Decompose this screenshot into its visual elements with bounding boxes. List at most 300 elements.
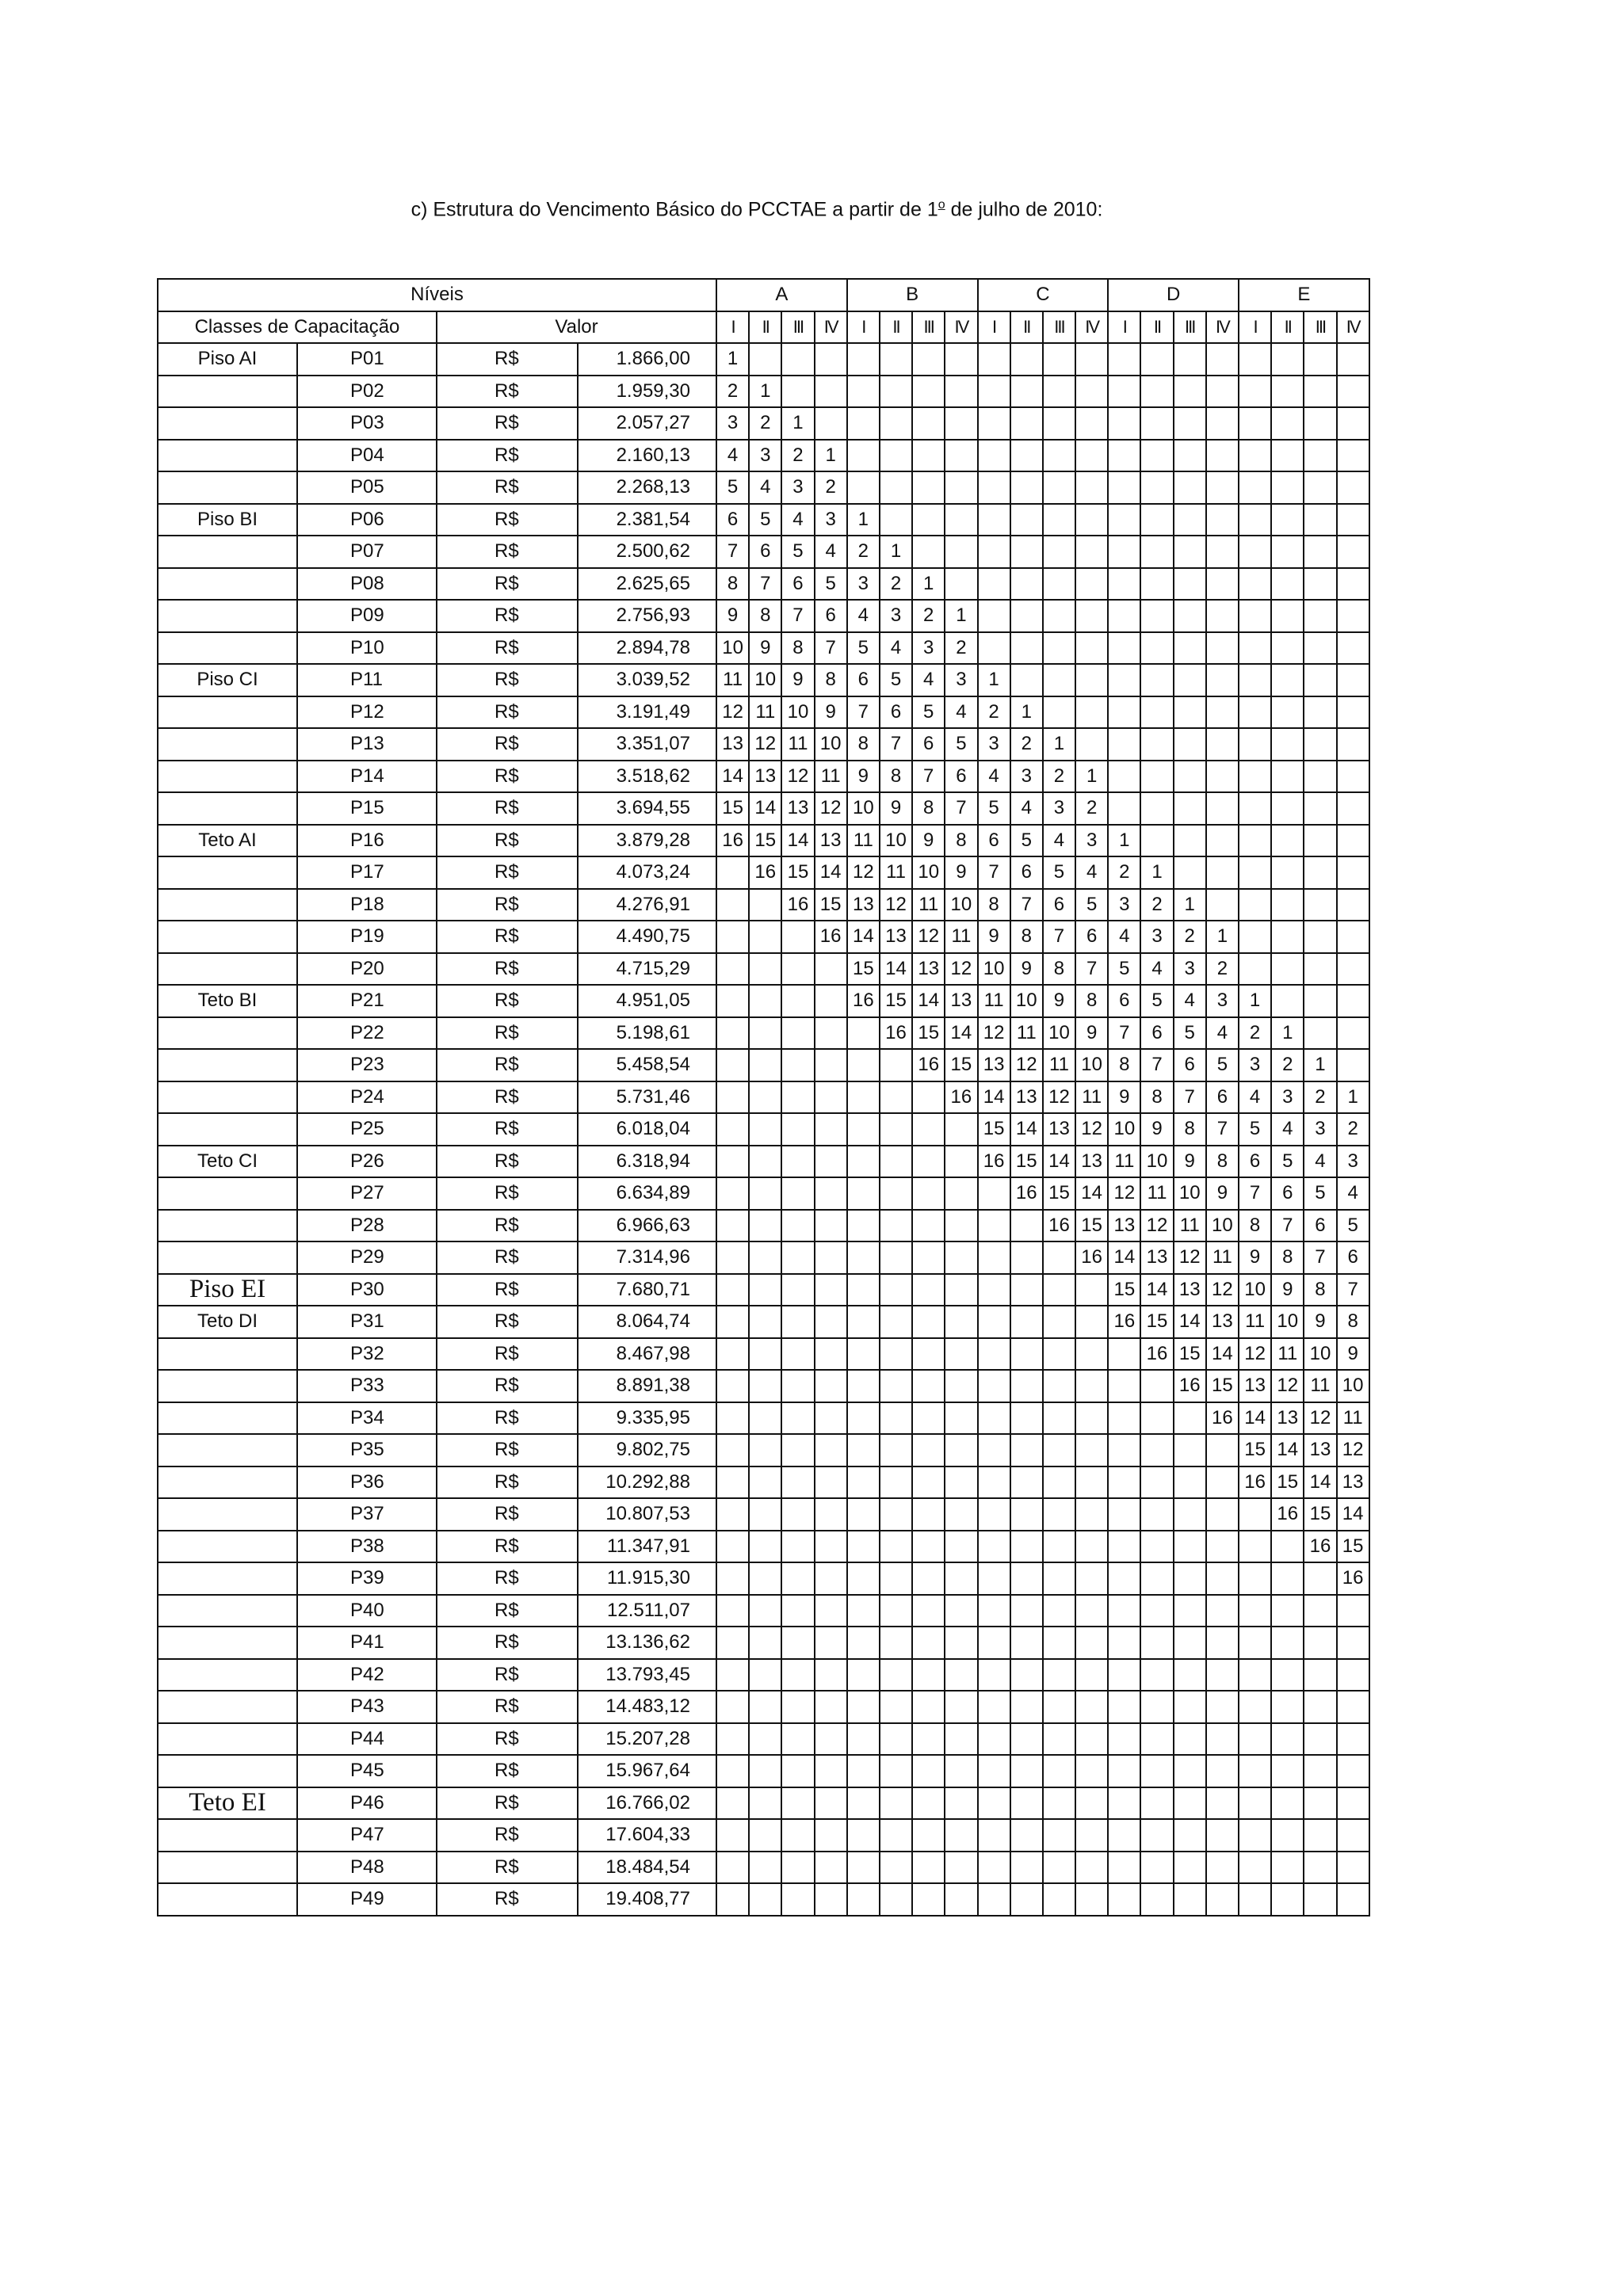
class-cell [158, 1755, 297, 1787]
level-cell: 3 [945, 664, 977, 696]
level-cell [1206, 1755, 1239, 1787]
currency-cell: R$ [437, 1274, 578, 1306]
class-cell [158, 1402, 297, 1435]
level-cell [1043, 376, 1075, 408]
level-cell [716, 1210, 749, 1242]
level-cell [978, 1531, 1010, 1563]
level-cell [978, 1210, 1010, 1242]
level-cell [1140, 1852, 1173, 1884]
level-cell: 4 [1043, 825, 1075, 857]
table-row [158, 1852, 1369, 1884]
table-row [158, 1210, 1369, 1242]
level-cell [1174, 1787, 1206, 1820]
level-cell: 14 [1206, 1338, 1239, 1371]
level-cell: 5 [1010, 825, 1043, 857]
level-subheader: II [1010, 311, 1043, 344]
level-cell [1206, 1562, 1239, 1595]
level-cell [1174, 1434, 1206, 1466]
level-cell [1140, 1466, 1173, 1499]
level-cell: 16 [1043, 1210, 1075, 1242]
level-cell [1010, 440, 1043, 472]
level-cell [781, 985, 814, 1017]
level-cell [1010, 376, 1043, 408]
level-cell [1140, 1498, 1173, 1531]
level-cell [1304, 536, 1336, 568]
table-row [158, 1370, 1369, 1402]
level-cell [1108, 1531, 1140, 1563]
level-cell [716, 1306, 749, 1338]
value-cell: 7.680,71 [578, 1274, 716, 1306]
level-cell [1304, 1627, 1336, 1659]
level-cell: 6 [880, 696, 912, 729]
level-cell [945, 343, 977, 376]
level-cell [1108, 600, 1140, 632]
level-cell: 9 [781, 664, 814, 696]
table-row [158, 1306, 1369, 1338]
level-cell: 6 [912, 728, 945, 761]
level-cell [880, 1819, 912, 1852]
level-subheader: III [1304, 311, 1336, 344]
level-cell [716, 1370, 749, 1402]
level-cell [1043, 1852, 1075, 1884]
level-cell [1337, 889, 1369, 921]
level-cell: 16 [1174, 1370, 1206, 1402]
level-cell [1043, 1691, 1075, 1723]
level-cell: 14 [1108, 1241, 1140, 1274]
level-cell [815, 1883, 847, 1916]
level-cell [1271, 1627, 1304, 1659]
level-cell [912, 1531, 945, 1563]
table-row [158, 889, 1369, 921]
table-row [158, 1883, 1369, 1916]
level-cell [1010, 1306, 1043, 1338]
level-cell [781, 343, 814, 376]
level-cell: 15 [1174, 1338, 1206, 1371]
code-cell: P34 [297, 1402, 437, 1435]
level-cell: 11 [1337, 1402, 1369, 1435]
level-cell: 13 [1239, 1370, 1271, 1402]
level-cell [912, 1081, 945, 1114]
level-cell: 5 [1239, 1113, 1271, 1146]
level-cell [815, 1113, 847, 1146]
level-cell [912, 1210, 945, 1242]
level-cell [945, 1274, 977, 1306]
level-cell [1174, 504, 1206, 536]
level-cell [945, 471, 977, 504]
level-cell [1140, 471, 1173, 504]
level-cell: 16 [749, 856, 781, 889]
level-cell: 13 [1271, 1402, 1304, 1435]
class-cell [158, 376, 297, 408]
level-cell [1174, 1595, 1206, 1627]
level-cell [1043, 1370, 1075, 1402]
level-cell [1010, 1241, 1043, 1274]
level-cell [1206, 1627, 1239, 1659]
level-cell [781, 1274, 814, 1306]
level-cell: 9 [749, 632, 781, 665]
level-cell: 12 [1304, 1402, 1336, 1435]
level-cell [1010, 1595, 1043, 1627]
level-cell [1043, 568, 1075, 601]
level-cell: 8 [1174, 1113, 1206, 1146]
level-cell: 11 [1174, 1210, 1206, 1242]
level-cell [781, 1627, 814, 1659]
level-cell [749, 1883, 781, 1916]
class-cell [158, 1434, 297, 1466]
level-subheader: I [716, 311, 749, 344]
level-cell: 3 [847, 568, 880, 601]
level-cell [1140, 1659, 1173, 1691]
level-cell: 2 [847, 536, 880, 568]
currency-cell: R$ [437, 1017, 578, 1050]
level-cell [1108, 1466, 1140, 1499]
level-cell [1239, 1627, 1271, 1659]
level-cell [1043, 1755, 1075, 1787]
level-cell: 9 [880, 792, 912, 825]
level-cell: 15 [1337, 1531, 1369, 1563]
level-cell [815, 1691, 847, 1723]
level-cell [1108, 1562, 1140, 1595]
level-cell [1010, 1627, 1043, 1659]
level-cell [749, 1819, 781, 1852]
level-cell [1304, 1691, 1336, 1723]
value-cell: 3.694,55 [578, 792, 716, 825]
level-cell [880, 376, 912, 408]
code-cell: P36 [297, 1466, 437, 1499]
level-cell [1304, 1723, 1336, 1756]
level-cell [945, 1498, 977, 1531]
level-cell: 11 [1043, 1049, 1075, 1081]
level-cell [847, 1627, 880, 1659]
level-cell [1075, 376, 1108, 408]
level-cell [1304, 953, 1336, 986]
level-cell [978, 1595, 1010, 1627]
level-cell: 2 [1239, 1017, 1271, 1050]
level-cell [945, 1177, 977, 1210]
value-cell: 18.484,54 [578, 1852, 716, 1884]
class-cell [158, 1177, 297, 1210]
level-cell [912, 1755, 945, 1787]
level-cell [781, 1434, 814, 1466]
class-cell: Piso AI [158, 343, 297, 376]
level-cell: 6 [945, 761, 977, 793]
level-cell [912, 1146, 945, 1178]
currency-cell: R$ [437, 536, 578, 568]
level-cell [945, 1241, 977, 1274]
level-cell: 10 [1239, 1274, 1271, 1306]
level-cell [1239, 440, 1271, 472]
level-cell [880, 1498, 912, 1531]
level-cell [1271, 504, 1304, 536]
level-cell: 4 [716, 440, 749, 472]
level-cell [1108, 761, 1140, 793]
level-cell: 5 [945, 728, 977, 761]
level-cell [1140, 1402, 1173, 1435]
level-cell [1075, 1852, 1108, 1884]
level-cell [847, 1883, 880, 1916]
level-cell: 13 [978, 1049, 1010, 1081]
level-cell: 7 [1304, 1241, 1336, 1274]
level-cell: 16 [1271, 1498, 1304, 1531]
level-cell [1174, 1627, 1206, 1659]
level-cell [1010, 1691, 1043, 1723]
level-cell [1206, 728, 1239, 761]
level-cell [1206, 376, 1239, 408]
level-cell [815, 1531, 847, 1563]
class-cell [158, 1531, 297, 1563]
level-cell [749, 1210, 781, 1242]
level-cell [815, 1498, 847, 1531]
class-cell: Teto EI [158, 1787, 297, 1820]
level-cell: 3 [1206, 985, 1239, 1017]
code-cell: P35 [297, 1434, 437, 1466]
level-cell [1010, 343, 1043, 376]
level-cell [781, 1081, 814, 1114]
level-cell: 1 [749, 376, 781, 408]
class-cell [158, 1659, 297, 1691]
level-cell: 14 [847, 921, 880, 953]
table-row [158, 1723, 1369, 1756]
level-cell [1043, 664, 1075, 696]
level-cell [978, 1787, 1010, 1820]
level-cell [978, 1434, 1010, 1466]
level-cell [1174, 376, 1206, 408]
level-cell [1271, 1595, 1304, 1627]
level-cell: 2 [749, 407, 781, 440]
table-row [158, 1595, 1369, 1627]
level-cell: 5 [1108, 953, 1140, 986]
level-cell [815, 1177, 847, 1210]
level-cell [880, 1306, 912, 1338]
class-cell [158, 889, 297, 921]
level-cell [1043, 632, 1075, 665]
code-cell: P27 [297, 1177, 437, 1210]
level-cell [912, 1883, 945, 1916]
level-cell: 16 [1304, 1531, 1336, 1563]
level-cell [1239, 600, 1271, 632]
level-cell [880, 1691, 912, 1723]
level-cell: 7 [1010, 889, 1043, 921]
level-cell: 2 [781, 440, 814, 472]
level-cell [880, 1402, 912, 1435]
level-cell [1239, 696, 1271, 729]
code-cell: P13 [297, 728, 437, 761]
level-cell: 10 [912, 856, 945, 889]
level-cell [1075, 343, 1108, 376]
table-row [158, 1466, 1369, 1499]
level-cell [1304, 1819, 1336, 1852]
level-cell: 8 [912, 792, 945, 825]
level-cell: 5 [847, 632, 880, 665]
level-cell [978, 1691, 1010, 1723]
level-cell [912, 1177, 945, 1210]
level-cell [880, 440, 912, 472]
level-cell: 12 [1206, 1274, 1239, 1306]
level-cell: 6 [1010, 856, 1043, 889]
level-cell [716, 1787, 749, 1820]
level-cell [1337, 568, 1369, 601]
level-cell: 5 [1043, 856, 1075, 889]
level-cell [1239, 1883, 1271, 1916]
currency-cell: R$ [437, 1241, 578, 1274]
level-cell: 12 [978, 1017, 1010, 1050]
value-cell: 2.894,78 [578, 632, 716, 665]
level-cell [815, 1210, 847, 1242]
level-cell [978, 440, 1010, 472]
class-cell [158, 921, 297, 953]
level-cell: 12 [1108, 1177, 1140, 1210]
level-cell [1140, 1883, 1173, 1916]
level-cell: 8 [1043, 953, 1075, 986]
value-cell: 1.959,30 [578, 376, 716, 408]
level-cell [1075, 536, 1108, 568]
level-cell [1337, 792, 1369, 825]
currency-cell: R$ [437, 856, 578, 889]
level-cell: 4 [847, 600, 880, 632]
level-cell: 1 [1206, 921, 1239, 953]
currency-cell: R$ [437, 792, 578, 825]
level-cell [978, 1562, 1010, 1595]
level-cell [847, 1787, 880, 1820]
level-cell [815, 1627, 847, 1659]
level-cell [749, 1306, 781, 1338]
level-cell: 11 [978, 985, 1010, 1017]
level-cell [815, 1274, 847, 1306]
level-cell: 8 [1239, 1210, 1271, 1242]
code-cell: P46 [297, 1787, 437, 1820]
level-cell [1075, 471, 1108, 504]
level-cell [1271, 1755, 1304, 1787]
level-cell [847, 1177, 880, 1210]
level-cell: 16 [1337, 1562, 1369, 1595]
level-cell [1337, 440, 1369, 472]
level-cell [815, 985, 847, 1017]
level-cell [815, 1659, 847, 1691]
value-cell: 8.891,38 [578, 1370, 716, 1402]
table-row [158, 1562, 1369, 1595]
level-cell [1108, 1659, 1140, 1691]
code-cell: P37 [297, 1498, 437, 1531]
currency-cell: R$ [437, 376, 578, 408]
level-cell [1304, 1755, 1336, 1787]
level-cell: 7 [880, 728, 912, 761]
currency-cell: R$ [437, 1595, 578, 1627]
level-cell [1206, 1498, 1239, 1531]
level-cell [815, 343, 847, 376]
level-cell [815, 1434, 847, 1466]
value-cell: 4.276,91 [578, 889, 716, 921]
level-cell: 4 [815, 536, 847, 568]
level-cell [1239, 664, 1271, 696]
level-cell [1010, 1531, 1043, 1563]
level-cell [847, 1659, 880, 1691]
code-cell: P06 [297, 504, 437, 536]
level-cell [1206, 696, 1239, 729]
table-row [158, 568, 1369, 601]
level-cell: 13 [1108, 1210, 1140, 1242]
level-cell [749, 1787, 781, 1820]
level-cell [1043, 1274, 1075, 1306]
level-cell [781, 953, 814, 986]
table-row [158, 696, 1369, 729]
level-cell [1108, 1755, 1140, 1787]
level-cell: 2 [978, 696, 1010, 729]
level-cell [1337, 343, 1369, 376]
level-cell: 7 [749, 568, 781, 601]
level-cell [1075, 407, 1108, 440]
level-cell: 15 [978, 1113, 1010, 1146]
code-cell: P18 [297, 889, 437, 921]
level-cell [847, 1241, 880, 1274]
level-cell: 4 [912, 664, 945, 696]
level-cell: 10 [1304, 1338, 1336, 1371]
level-cell [1271, 664, 1304, 696]
code-cell: P44 [297, 1723, 437, 1756]
level-cell [912, 1466, 945, 1499]
level-cell: 9 [912, 825, 945, 857]
level-cell: 1 [1271, 1017, 1304, 1050]
level-cell [1304, 761, 1336, 793]
level-cell: 5 [1271, 1146, 1304, 1178]
level-cell [1206, 825, 1239, 857]
level-cell [1043, 696, 1075, 729]
class-cell [158, 761, 297, 793]
level-cell [1108, 471, 1140, 504]
level-cell: 15 [1206, 1370, 1239, 1402]
level-cell: 16 [1010, 1177, 1043, 1210]
level-cell [1271, 440, 1304, 472]
level-cell: 16 [1108, 1306, 1140, 1338]
level-cell: 16 [1140, 1338, 1173, 1371]
level-cell: 11 [716, 664, 749, 696]
level-cell [1239, 536, 1271, 568]
level-cell [847, 1274, 880, 1306]
level-group-header: E [1239, 279, 1369, 311]
table-row [158, 1755, 1369, 1787]
class-cell [158, 407, 297, 440]
level-cell [847, 1338, 880, 1371]
level-subheader: III [1043, 311, 1075, 344]
level-cell [1337, 504, 1369, 536]
level-cell [1337, 407, 1369, 440]
level-cell [912, 1595, 945, 1627]
level-cell: 9 [1075, 1017, 1108, 1050]
class-cell [158, 696, 297, 729]
level-cell: 7 [1239, 1177, 1271, 1210]
level-cell [1108, 1883, 1140, 1916]
level-cell [716, 1434, 749, 1466]
level-cell: 7 [978, 856, 1010, 889]
class-cell [158, 1627, 297, 1659]
class-cell [158, 1819, 297, 1852]
currency-cell: R$ [437, 1531, 578, 1563]
level-cell [1075, 1370, 1108, 1402]
level-cell [912, 504, 945, 536]
class-cell [158, 728, 297, 761]
level-cell [1239, 921, 1271, 953]
value-cell: 7.314,96 [578, 1241, 716, 1274]
level-cell [815, 1819, 847, 1852]
level-cell [1239, 728, 1271, 761]
level-cell [1075, 1755, 1108, 1787]
level-cell [1304, 921, 1336, 953]
class-cell: Piso CI [158, 664, 297, 696]
level-cell [1174, 600, 1206, 632]
level-cell [716, 1113, 749, 1146]
currency-cell: R$ [437, 696, 578, 729]
level-subheader: II [1271, 311, 1304, 344]
level-cell [912, 1113, 945, 1146]
